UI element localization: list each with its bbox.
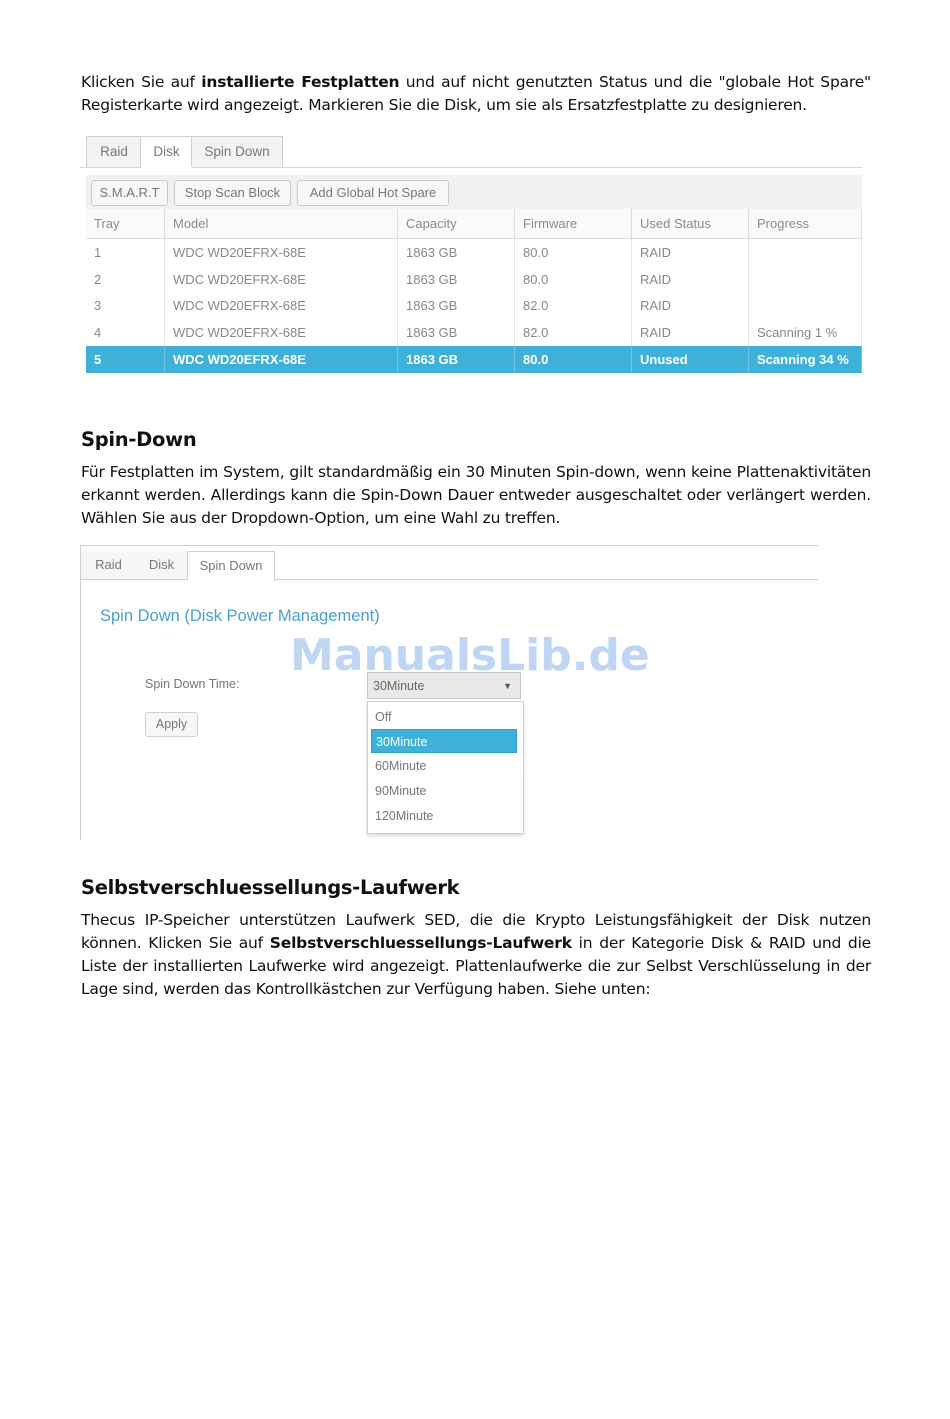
cell-used-status: RAID xyxy=(632,239,749,266)
disk-table xyxy=(86,209,862,373)
dropdown-option-90minute[interactable]: 90Minute xyxy=(375,784,427,798)
sed-text-pre: Thecus IP-Speicher unterstützen Laufwerk SED, die die Krypto Leistungsfähigkeit der Disk nutzen können. Klicken Sie auf xyxy=(81,911,871,952)
spin-down-paragraph: Für Festplatten im System, gilt standardmäßig ein 30 Minuten Spin-down, wenn keine Plattenaktivitäten erkannt werden. Allerdings kann die Spin-Down Dauer entweder ausgeschaltet oder verlängert werden. Wählen Sie aus der Dropdown-Option, um eine Wahl zu treffen. xyxy=(81,463,871,527)
dropdown-option-60minute[interactable]: 60Minute xyxy=(375,759,427,773)
column-header-tray[interactable]: Tray xyxy=(86,209,165,239)
cell-capacity: 1863 GB xyxy=(398,266,515,293)
column-header-capacity[interactable]: Capacity xyxy=(398,209,515,239)
intro-text-bold: installierte Festplatten xyxy=(201,73,400,91)
cell-model: WDC WD20EFRX-68E xyxy=(165,346,398,373)
dropdown-option-120minute[interactable]: 120Minute xyxy=(375,809,434,823)
table-row-selected[interactable] xyxy=(86,346,862,373)
intro-paragraph xyxy=(81,71,871,117)
spin-down-screenshot xyxy=(80,545,818,840)
cell-tray: 3 xyxy=(86,293,165,320)
disk-toolbar xyxy=(86,175,862,209)
column-header-model[interactable]: Model xyxy=(165,209,398,239)
spin-down-time-label: Spin Down Time: xyxy=(145,677,240,691)
cell-tray: 1 xyxy=(86,239,165,266)
cell-capacity: 1863 GB xyxy=(398,293,515,320)
cell-firmware: 82.0 xyxy=(515,293,632,320)
apply-button[interactable]: Apply xyxy=(145,712,198,737)
cell-model: WDC WD20EFRX-68E xyxy=(165,239,398,266)
intro-text-pre: Klicken Sie auf xyxy=(81,73,202,91)
cell-model: WDC WD20EFRX-68E xyxy=(165,266,398,293)
watermark: ManualsLib.de xyxy=(290,630,650,681)
cell-used-status: RAID xyxy=(632,319,749,346)
sed-text-post: in der Kategorie Disk & RAID und die Liste der installierten Laufwerke wird angezeigt. Plattenlaufwerke die zur Selbst Verschlüsselung in der Lage sind, werden das Kontrollkästchen zur Verfügung haben. Siehe unten: xyxy=(81,934,872,998)
column-header-used-status[interactable]: Used Status xyxy=(632,209,749,239)
divider xyxy=(80,545,818,546)
cell-used-status: Unused xyxy=(632,346,749,373)
stop-scan-block-button[interactable]: Stop Scan Block xyxy=(174,180,291,206)
disk-tab-bar xyxy=(80,131,862,168)
column-header-progress[interactable]: Progress xyxy=(749,209,862,239)
tab-disk[interactable]: Disk xyxy=(136,551,188,579)
disk-screenshot xyxy=(80,131,862,371)
table-row[interactable] xyxy=(86,319,862,346)
dropdown-option-off[interactable]: Off xyxy=(375,710,392,724)
cell-firmware: 82.0 xyxy=(515,319,632,346)
cell-tray: 2 xyxy=(86,266,165,293)
cell-model: WDC WD20EFRX-68E xyxy=(165,319,398,346)
tab-raid[interactable]: Raid xyxy=(81,551,137,579)
table-row[interactable] xyxy=(86,266,862,293)
cell-firmware: 80.0 xyxy=(515,266,632,293)
column-header-firmware[interactable]: Firmware xyxy=(515,209,632,239)
tab-spin-down[interactable]: Spin Down xyxy=(191,136,283,167)
select-value: 30Minute xyxy=(373,679,425,693)
sed-heading: Selbstverschluessellungs-Laufwerk xyxy=(81,876,460,899)
sed-text-bold: Selbstverschluessellungs-Laufwerk xyxy=(269,934,572,952)
dropdown-option-30minute[interactable]: 30Minute xyxy=(371,729,517,753)
cell-firmware: 80.0 xyxy=(515,346,632,373)
sed-paragraph xyxy=(81,909,871,1001)
cell-progress: Scanning 1 % xyxy=(749,319,862,346)
cell-model: WDC WD20EFRX-68E xyxy=(165,293,398,320)
tab-disk[interactable]: Disk xyxy=(140,136,193,168)
add-global-hot-spare-button[interactable]: Add Global Hot Spare xyxy=(297,180,449,206)
cell-tray: 4 xyxy=(86,319,165,346)
cell-used-status: RAID xyxy=(632,266,749,293)
cell-used-status: RAID xyxy=(632,293,749,320)
divider xyxy=(80,545,81,840)
cell-capacity: 1863 GB xyxy=(398,239,515,266)
cell-progress xyxy=(749,266,862,293)
table-header-row xyxy=(86,209,862,239)
cell-progress: Scanning 34 % xyxy=(749,346,862,373)
spin-down-heading: Spin-Down xyxy=(81,428,197,451)
tab-raid[interactable]: Raid xyxy=(86,136,142,167)
cell-progress xyxy=(749,239,862,266)
cell-firmware: 80.0 xyxy=(515,239,632,266)
table-row[interactable] xyxy=(86,293,862,320)
cell-progress xyxy=(749,293,862,320)
cell-capacity: 1863 GB xyxy=(398,319,515,346)
cell-tray: 5 xyxy=(86,346,165,373)
panel-title: Spin Down (Disk Power Management) xyxy=(100,607,380,625)
table-row[interactable] xyxy=(86,239,862,266)
spin-down-time-dropdown xyxy=(367,701,524,834)
caret-down-icon: ▼ xyxy=(503,681,512,691)
intro-text-post: und auf nicht genutzten Status und die "globale Hot Spare" Registerkarte wird angezeigt. Markieren Sie die Disk, um sie als Ersatzfestplatte zu designieren. xyxy=(81,73,871,114)
tab-spin-down[interactable]: Spin Down xyxy=(187,551,275,581)
smart-button[interactable]: S.M.A.R.T xyxy=(91,180,168,206)
cell-capacity: 1863 GB xyxy=(398,346,515,373)
